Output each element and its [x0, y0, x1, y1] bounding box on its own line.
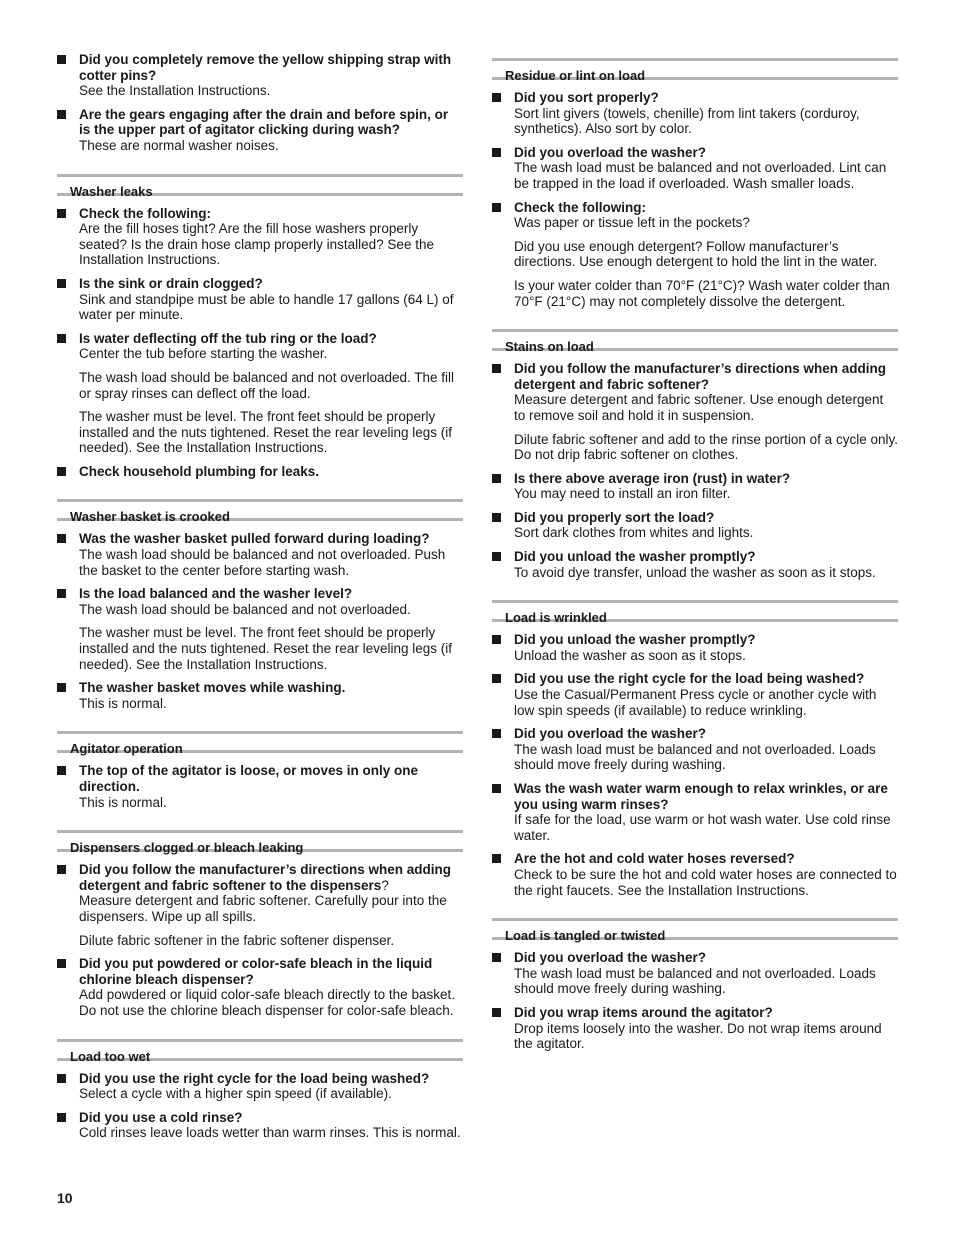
question-text [79, 531, 463, 547]
answer-text: Drop items loosely into the washer. Do not wrap items around the agitator. [514, 1020, 882, 1052]
square-bullet-icon [57, 865, 66, 874]
troubleshooting-item [57, 1071, 463, 1102]
question-label: Did you follow the manufacturer’s directions when adding detergent and fabric softener to the dispensers [79, 862, 452, 893]
answer-text: Sort lint givers (towels, chenille) from lint takers (corduroy, synthetics). Also sort by color. [514, 105, 860, 137]
question-label: Did you put powdered or color-safe bleach in the liquid chlorine bleach dispenser? [79, 956, 433, 987]
answer-text: To avoid dye transfer, unload the washer as soon as it stops. [514, 564, 876, 580]
page-number: 10 [57, 1190, 73, 1206]
question-text [514, 950, 898, 966]
answer-text: Is your water colder than 70°F (21°C)? Wash water colder than 70°F (21°C) may not completely dissolve the detergent. [514, 277, 890, 309]
troubleshooting-item [492, 851, 898, 898]
troubleshooting-item [57, 862, 463, 948]
question-text [514, 471, 898, 487]
answer-text: Check to be sure the hot and cold water hoses are connected to the right faucets. See the Installation Instructions. [514, 866, 897, 898]
square-bullet-icon [57, 110, 66, 119]
square-bullet-icon [57, 534, 66, 543]
square-bullet-icon [492, 148, 501, 157]
troubleshooting-item [492, 200, 898, 310]
square-bullet-icon [492, 364, 501, 373]
answer-text: Are the fill hoses tight? Are the fill hose washers properly seated? Is the drain hose clamp properly installed? See the Installation Instructions. [79, 221, 434, 268]
answer-text: Center the tub before starting the washer. [79, 346, 328, 362]
answer-text: Sort dark clothes from whites and lights. [514, 525, 754, 541]
question-text [79, 206, 463, 222]
troubleshooting-item [57, 531, 463, 578]
question-text [79, 1071, 463, 1087]
answer-text: Unload the washer as soon as it stops. [514, 647, 746, 663]
section-heading-washer-leaks: Washer leaks [57, 174, 463, 196]
square-bullet-icon [57, 589, 66, 598]
question-label: Did you follow the manufacturer’s directions when adding detergent and fabric softener? [514, 361, 887, 392]
question-label: Did you unload the washer promptly? [514, 632, 756, 648]
square-bullet-icon [492, 674, 501, 683]
question-text [514, 851, 898, 867]
question-label: Check the following: [79, 205, 212, 221]
answer-text: Dilute fabric softener in the fabric softener dispenser. [79, 932, 395, 948]
question-text [514, 726, 898, 742]
question-label: Is water deflecting off the tub ring or the load? [79, 330, 377, 346]
question-text [514, 1005, 898, 1021]
question-text [514, 549, 898, 565]
square-bullet-icon [57, 766, 66, 775]
square-bullet-icon [57, 55, 66, 64]
question-text [79, 956, 463, 987]
troubleshooting-item [57, 276, 463, 323]
section-heading-washer-basket-is-crooked: Washer basket is crooked [57, 499, 463, 521]
troubleshooting-item [492, 90, 898, 137]
square-bullet-icon [492, 513, 501, 522]
troubleshooting-item [492, 471, 898, 502]
question-text [79, 107, 463, 138]
square-bullet-icon [57, 209, 66, 218]
square-bullet-icon [492, 552, 501, 561]
troubleshooting-item [492, 510, 898, 541]
question-text [514, 632, 898, 648]
square-bullet-icon [492, 203, 501, 212]
question-label: Did you completely remove the yellow shipping strap with cotter pins? [79, 52, 452, 83]
question-label: Did you wrap items around the agitator? [514, 1004, 773, 1020]
troubleshooting-item [492, 726, 898, 773]
square-bullet-icon [492, 953, 501, 962]
square-bullet-icon [57, 279, 66, 288]
answer-text: Measure detergent and fabric softener. Use enough detergent to remove soil and hold it in suspension. [514, 392, 884, 423]
troubleshooting-item [57, 464, 463, 480]
question-tail: ? [381, 877, 389, 893]
question-text [79, 1110, 463, 1126]
section-heading-stains-on-load: Stains on load [492, 329, 898, 351]
answer-text: The washer must be level. The front feet should be properly installed and the nuts tightened. Reset the rear leveling legs (if needed). See the Installation Instructions. [79, 409, 452, 456]
answer-text: The wash load must be balanced and not overloaded. Loads should move freely during washing. [514, 965, 876, 997]
question-text [514, 361, 898, 392]
question-text [79, 680, 463, 696]
question-text [79, 862, 463, 893]
answer-text: The wash load should be balanced and not overloaded. [79, 601, 411, 617]
answer-text: The wash load must be balanced and not overloaded. Loads should move freely during washing. [514, 741, 876, 773]
troubleshooting-item [57, 763, 463, 810]
answer-text: The wash load should be balanced and not overloaded. The fill or spray rinses can deflect off the load. [79, 369, 455, 401]
troubleshooting-item [492, 950, 898, 997]
question-label: Did you use the right cycle for the load being washed? [79, 1070, 430, 1086]
square-bullet-icon [492, 474, 501, 483]
troubleshooting-item [492, 1005, 898, 1052]
answer-text: You may need to install an iron filter. [514, 486, 731, 502]
question-label: Did you use the right cycle for the load being washed? [514, 671, 865, 687]
question-text [79, 586, 463, 602]
troubleshooting-item [492, 361, 898, 463]
square-bullet-icon [57, 334, 66, 343]
answer-text: Add powdered or liquid color-safe bleach directly to the basket. Do not use the chlorine bleach dispenser for color-safe bleach. [79, 987, 455, 1018]
square-bullet-icon [57, 1113, 66, 1122]
answer-text: See the Installation Instructions. [79, 83, 271, 99]
question-text [79, 464, 463, 480]
question-text [79, 276, 463, 292]
square-bullet-icon [492, 784, 501, 793]
answer-text: Cold rinses leave loads wetter than warm rinses. This is normal. [79, 1125, 461, 1141]
question-label: Is the load balanced and the washer level? [79, 586, 353, 602]
troubleshooting-item [57, 206, 463, 268]
section-heading-load-is-wrinkled: Load is wrinkled [492, 600, 898, 622]
troubleshooting-item [57, 1110, 463, 1141]
square-bullet-icon [57, 467, 66, 476]
troubleshooting-item [57, 680, 463, 711]
question-text [79, 52, 463, 83]
square-bullet-icon [57, 683, 66, 692]
question-label: Check household plumbing for leaks. [79, 463, 320, 479]
question-text [79, 331, 463, 347]
section-heading-dispensers-clogged-or-bleach-leaking: Dispensers clogged or bleach leaking [57, 830, 463, 852]
answer-text: Select a cycle with a higher spin speed (if available). [79, 1086, 392, 1102]
troubleshooting-item [492, 781, 898, 843]
square-bullet-icon [57, 1074, 66, 1083]
question-label: Was the wash water warm enough to relax wrinkles, or are you using warm rinses? [514, 781, 888, 812]
answer-text: This is normal. [79, 695, 167, 711]
answer-text: These are normal washer noises. [79, 137, 279, 153]
answer-text: Was paper or tissue left in the pockets? [514, 215, 750, 231]
question-label: Did you overload the washer? [514, 726, 707, 742]
answer-text: The washer must be level. The front feet should be properly installed and the nuts tightened. Reset the rear leveling legs (if needed). See the Installation Instructions. [79, 625, 452, 672]
question-label: Is the sink or drain clogged? [79, 275, 263, 291]
square-bullet-icon [492, 729, 501, 738]
answer-text: Did you use enough detergent? Follow manufacturer’s directions. Use enough detergent to hold the lint in the water. [514, 238, 878, 270]
troubleshooting-item [57, 956, 463, 1018]
answer-text: Dilute fabric softener and add to the rinse portion of a cycle only. Do not drip fabric softener on clothes. [514, 431, 898, 463]
question-text [514, 510, 898, 526]
section-heading-load-is-tangled-or-twisted: Load is tangled or twisted [492, 918, 898, 940]
square-bullet-icon [492, 93, 501, 102]
answer-text: Sink and standpipe must be able to handle 17 gallons (64 L) of water per minute. [79, 291, 454, 323]
question-text [514, 145, 898, 161]
left-column [57, 52, 463, 1161]
question-label: Is there above average iron (rust) in water? [514, 470, 791, 486]
question-text [514, 200, 898, 216]
question-text [514, 90, 898, 106]
question-label: Did you overload the washer? [514, 144, 707, 160]
question-text [514, 671, 898, 687]
answer-text: If safe for the load, use warm or hot wash water. Use cold rinse water. [514, 812, 891, 843]
question-text [514, 781, 898, 812]
troubleshooting-item [492, 632, 898, 663]
question-label: The washer basket moves while washing. [79, 680, 346, 696]
question-label: Was the washer basket pulled forward during loading? [79, 531, 430, 547]
troubleshooting-item [57, 331, 463, 456]
square-bullet-icon [492, 854, 501, 863]
question-label: Did you properly sort the load? [514, 509, 715, 525]
section-heading-residue-or-lint-on-load: Residue or lint on load [492, 58, 898, 80]
question-label: Are the gears engaging after the drain and before spin, or is the upper part of agitator clicking during wash? [79, 106, 449, 138]
answer-text: Measure detergent and fabric softener. Carefully pour into the dispensers. Wipe up all spills. [79, 893, 447, 924]
right-column [492, 52, 898, 1072]
troubleshooting-item [57, 52, 463, 99]
troubleshooting-item [57, 586, 463, 672]
question-text [79, 763, 463, 794]
answer-text: This is normal. [79, 794, 167, 810]
troubleshooting-item [57, 107, 463, 154]
question-label: Did you use a cold rinse? [79, 1109, 243, 1125]
troubleshooting-item [492, 145, 898, 192]
question-label: Did you unload the washer promptly? [514, 549, 756, 565]
section-heading-load-too-wet: Load too wet [57, 1039, 463, 1061]
answer-text: The wash load should be balanced and not overloaded. Push the basket to the center before starting wash. [79, 547, 446, 578]
question-label: Check the following: [514, 199, 647, 215]
troubleshooting-item [492, 671, 898, 718]
question-label: Did you sort properly? [514, 90, 659, 105]
answer-text: The wash load must be balanced and not overloaded. Lint can be trapped in the load if overloaded. Wash smaller loads. [514, 160, 887, 191]
square-bullet-icon [492, 1008, 501, 1017]
question-label: Did you overload the washer? [514, 950, 707, 966]
troubleshooting-item [492, 549, 898, 580]
question-label: Are the hot and cold water hoses reversed? [514, 851, 795, 867]
square-bullet-icon [57, 959, 66, 968]
section-heading-agitator-operation: Agitator operation [57, 731, 463, 753]
answer-text: Use the Casual/Permanent Press cycle or another cycle with low spin speeds (if available) to reduce wrinkling. [514, 687, 877, 718]
square-bullet-icon [492, 635, 501, 644]
question-label: The top of the agitator is loose, or moves in only one direction. [79, 763, 419, 794]
